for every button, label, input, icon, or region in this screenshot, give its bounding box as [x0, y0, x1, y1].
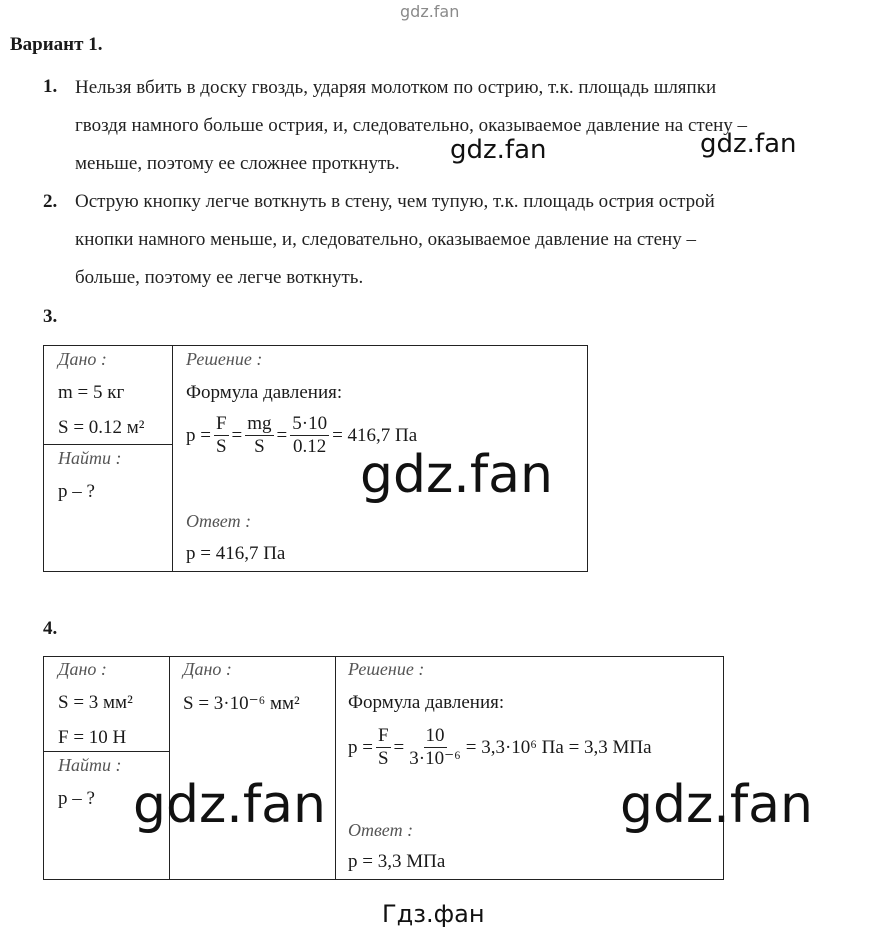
task-3-num-3: 5·10 — [292, 413, 328, 434]
question-2-line-2: кнопки намного меньше, и, следовательно, оказываемое давление на стену – — [75, 229, 696, 250]
task-4-num-1: F — [377, 725, 389, 746]
task-4-reshenie-label: Решение : — [348, 659, 425, 679]
variant-title: Вариант 1. — [10, 34, 103, 55]
question-1-text — [75, 69, 865, 183]
task-4-den-2: 3·10⁻⁶ — [409, 748, 461, 769]
task-3-num-2: mg — [247, 413, 272, 434]
question-1-line-2: гвоздя намного больше острия, и, следовательно, оказываемое давление на стену – — [75, 115, 748, 136]
task-3-otvet-label: Ответ : — [186, 511, 252, 531]
task-3-dano-label: Дано : — [58, 349, 107, 369]
watermark-mid-1: gdz.fan — [450, 135, 547, 165]
question-3-number: 3. — [43, 306, 58, 327]
task-4-dano2-label: Дано : — [183, 659, 232, 679]
equals-sign: = — [393, 736, 405, 758]
question-2-line-1: Острую кнопку легче воткнуть в стену, чем тупую, т.к. площадь острия острой — [75, 191, 715, 212]
task-3-den-2: S — [254, 436, 265, 457]
watermark-big-1: gdz.fan — [360, 445, 553, 505]
task-4-divider-1 — [169, 656, 170, 880]
watermark-big-3: gdz.fan — [620, 775, 813, 835]
task-4-otvet-label: Ответ : — [348, 820, 414, 840]
task-4-fraction-2 — [407, 725, 462, 770]
question-4-number: 4. — [43, 618, 58, 639]
question-1-line-3: меньше, поэтому ее сложнее проткнуть. — [75, 153, 400, 174]
task-4-find: p – ? — [58, 788, 95, 809]
task-4-answer: p = 3,3 МПа — [348, 851, 446, 872]
task-3-formula-p: p = — [186, 424, 211, 446]
equals-sign: = — [231, 424, 243, 446]
task-4-fraction-1 — [376, 725, 391, 770]
task-3-den-1: S — [215, 436, 227, 457]
task-4-dano-label: Дано : — [58, 659, 107, 679]
task-3-hdivider — [43, 444, 172, 445]
watermark-mid-2: gdz.fan — [700, 129, 797, 159]
task-4-hdivider — [43, 751, 169, 752]
watermark-big-2: gdz.fan — [133, 775, 326, 835]
question-1-number: 1. — [43, 76, 58, 97]
task-4-formula-title: Формула давления: — [348, 692, 505, 713]
task-4-divider-2 — [335, 656, 336, 880]
task-3-fraction-1 — [214, 413, 229, 458]
task-3-num-1: F — [215, 413, 227, 434]
task-4-formula-result: = 3,3·10⁶ Па = 3,3 МПа — [465, 736, 652, 758]
task-4-formula — [348, 725, 652, 770]
question-2-number: 2. — [43, 191, 58, 212]
task-4-den-1: S — [377, 748, 389, 769]
task-4-si-value: S = 3·10⁻⁶ мм² — [183, 693, 300, 714]
task-3-find: p – ? — [58, 481, 95, 502]
task-4-naiti-label: Найти : — [58, 755, 122, 775]
task-3-formula-result: = 416,7 Па — [332, 424, 418, 446]
task-4-formula-p: p = — [348, 736, 373, 758]
task-3-divider — [172, 345, 173, 572]
task-3-answer: p = 416,7 Па — [186, 543, 286, 564]
question-2-line-3: больше, поэтому ее легче воткнуть. — [75, 267, 364, 288]
task-3-fraction-3 — [290, 413, 329, 458]
task-3-given-area: S = 0.12 м² — [58, 417, 145, 438]
task-3-den-3: 0.12 — [293, 436, 327, 457]
watermark-top: gdz.fan — [400, 2, 460, 21]
equals-sign: = — [276, 424, 288, 446]
task-3-reshenie-label: Решение : — [186, 349, 263, 369]
question-2-text — [75, 183, 865, 297]
footer-watermark: Гдз.фан — [382, 900, 485, 928]
task-3-given-mass: m = 5 кг — [58, 382, 125, 403]
task-4-given-force: F = 10 Н — [58, 727, 127, 748]
task-3-formula-title: Формула давления: — [186, 382, 343, 403]
question-1-line-1: Нельзя вбить в доску гвоздь, ударяя молотком по острию, т.к. площадь шляпки — [75, 77, 717, 98]
task-4-num-2: 10 — [425, 725, 445, 746]
task-3-fraction-2 — [245, 413, 273, 458]
task-4-given-area: S = 3 мм² — [58, 692, 133, 713]
task-3-naiti-label: Найти : — [58, 448, 122, 468]
